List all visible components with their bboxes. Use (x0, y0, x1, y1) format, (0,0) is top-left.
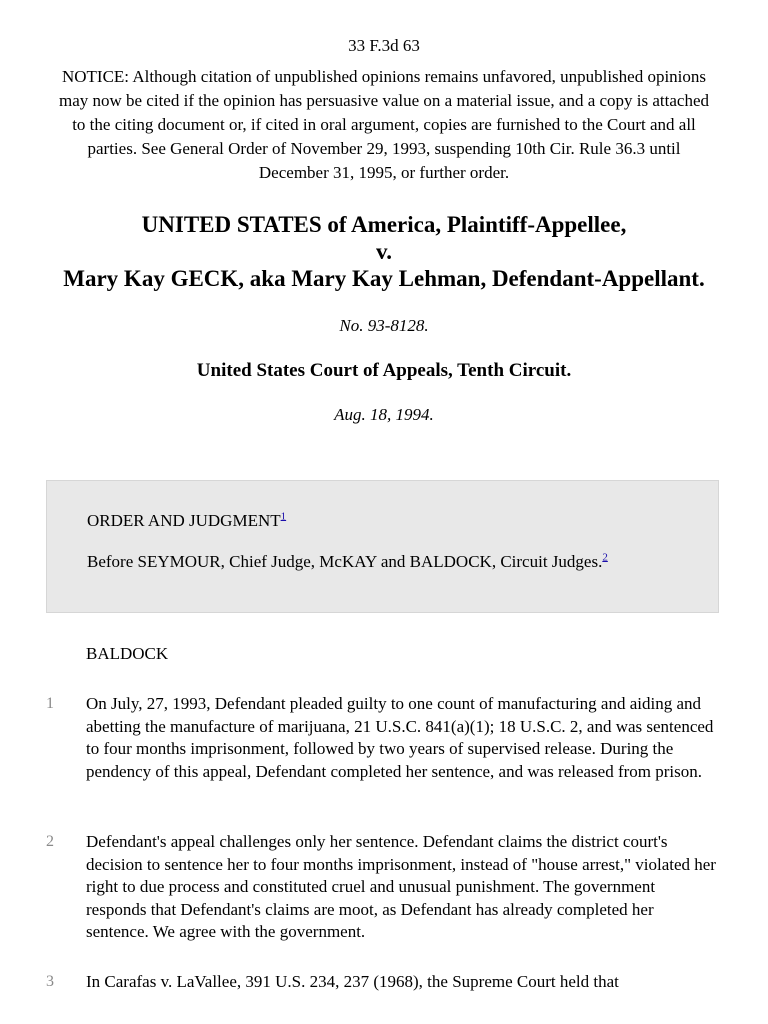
footnote-link-1[interactable]: 1 (280, 510, 287, 523)
paragraph-number: 3 (46, 973, 54, 990)
panel-judges-text: Before SEYMOUR, Chief Judge, McKAY and BALDOCK, Circuit Judges. (87, 552, 603, 571)
case-caption (60, 211, 708, 292)
opinion-author: BALDOCK (86, 644, 169, 663)
defendant-line: Mary Kay GECK, aka Mary Kay Lehman, Defendant-Appellant. (63, 266, 705, 291)
panel-judges (87, 550, 687, 574)
paragraph-text: On July, 27, 1993, Defendant pleaded guilty to one count of manufacturing and aiding and abetting the manufacture of marijuana, 21 U.S.C. 841(a)(1); 18 U.S.C. 2, and was sentenced to four months imprisonment, followed by two years of supervised release. During the pendency of this appeal, Defendant completed her sentence, and was released from prison. (86, 694, 714, 781)
order-judgment-heading (87, 510, 286, 532)
paragraph-number: 1 (46, 695, 54, 712)
unpublished-notice: NOTICE: Although citation of unpublished opinions remains unfavored, unpublished opinions may now be cited if the opinion has persuasive value on a material issue, and a copy is attached to the citing document or, if cited in oral argument, copies are furnished to the Court and all parties. See General Order of November 29, 1993, suspending 10th Cir. Rule 36.3 until December 31, 1995, or further order. (58, 67, 710, 182)
order-judgment-box (46, 480, 719, 613)
plaintiff-line: UNITED STATES of America, Plaintiff-Appellee, (141, 212, 627, 237)
footnote-link-2[interactable]: 2 (602, 551, 608, 564)
versus-line: v. (376, 239, 392, 264)
case-citation: 33 F.3d 63 (348, 36, 420, 55)
paragraph-text: Defendant's appeal challenges only her sentence. Defendant claims the district court's decision to sentence her to four months imprisonment, instead of "house arrest," violated her right to due process and constituted cruel and unusual punishment. The government responds that Defendant's claims are moot, as Defendant has already completed her sentence. We agree with the government. (86, 832, 716, 941)
decision-date: Aug. 18, 1994. (334, 405, 434, 424)
court-name: United States Court of Appeals, Tenth Circuit. (196, 360, 572, 381)
paragraph-text: In Carafas v. LaVallee, 391 U.S. 234, 237 (1968), the Supreme Court held that (86, 972, 619, 991)
docket-number: No. 93-8128. (339, 316, 429, 335)
paragraph-number: 2 (46, 833, 54, 850)
order-judgment-title: ORDER AND JUDGMENT (87, 511, 281, 530)
